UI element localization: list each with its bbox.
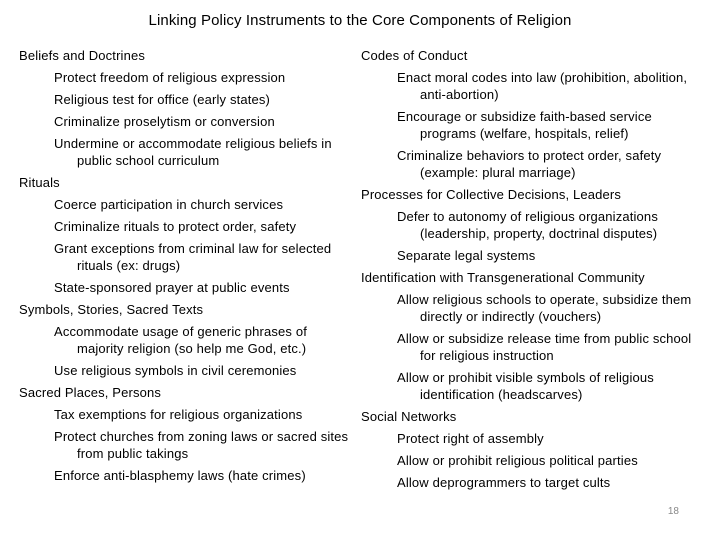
list-item: Criminalize behaviors to protect order, safety (example: plural marriage) <box>397 148 662 180</box>
section-codes-of-conduct <box>361 47 706 181</box>
list-item: Protect freedom of religious expression <box>54 70 286 85</box>
list-item: Allow religious schools to operate, subsidize them directly or indirectly (vouchers) <box>397 292 692 324</box>
list-item: Enforce anti-blasphemy laws (hate crimes) <box>54 468 306 483</box>
section-rituals <box>19 174 349 296</box>
list-item: Protect churches from zoning laws or sacred sites from public takings <box>54 429 349 461</box>
list-item: Criminalize proselytism or conversion <box>54 114 275 129</box>
section-heading: Identification with Transgenerational Community <box>361 270 645 285</box>
list-item: Allow or prohibit religious political parties <box>397 453 638 468</box>
list-item: Defer to autonomy of religious organizations (leadership, property, doctrinal disputes) <box>397 209 658 241</box>
section-collective-decisions <box>361 186 706 264</box>
section-heading: Processes for Collective Decisions, Leaders <box>361 187 622 202</box>
section-heading: Sacred Places, Persons <box>19 385 162 400</box>
list-item: Undermine or accommodate religious beliefs in public school curriculum <box>54 136 332 168</box>
slide-title: Linking Policy Instruments to the Core Components of Religion <box>148 12 572 29</box>
slide-number: 18 <box>667 506 679 517</box>
list-item: Criminalize rituals to protect order, safety <box>54 219 297 234</box>
right-column <box>361 47 706 496</box>
section-identification <box>361 269 706 403</box>
section-social-networks <box>361 408 706 491</box>
list-item: Separate legal systems <box>397 248 536 263</box>
list-item: Accommodate usage of generic phrases of majority religion (so help me God, etc.) <box>54 324 307 356</box>
list-item: State-sponsored prayer at public events <box>54 280 290 295</box>
list-item: Coerce participation in church services <box>54 197 284 212</box>
list-item: Allow or subsidize release time from public school for religious instruction <box>397 331 692 363</box>
section-sacred-places <box>19 384 349 484</box>
list-item: Grant exceptions from criminal law for selected rituals (ex: drugs) <box>54 241 332 273</box>
list-item: Tax exemptions for religious organizations <box>54 407 303 422</box>
left-column <box>19 47 349 489</box>
list-item: Religious test for office (early states) <box>54 92 271 107</box>
list-item: Use religious symbols in civil ceremonies <box>54 363 297 378</box>
list-item: Allow deprogrammers to target cults <box>397 475 611 490</box>
section-heading: Symbols, Stories, Sacred Texts <box>19 302 204 317</box>
section-heading: Beliefs and Doctrines <box>19 48 145 63</box>
section-heading: Social Networks <box>361 409 457 424</box>
list-item: Allow or prohibit visible symbols of religious identification (headscarves) <box>397 370 654 402</box>
section-symbols <box>19 301 349 379</box>
section-beliefs <box>19 47 349 169</box>
list-item: Encourage or subsidize faith-based service programs (welfare, hospitals, relief) <box>397 109 652 141</box>
list-item: Protect right of assembly <box>397 431 544 446</box>
list-item: Enact moral codes into law (prohibition, abolition, anti-abortion) <box>397 70 688 102</box>
section-heading: Rituals <box>19 175 60 190</box>
section-heading: Codes of Conduct <box>361 48 468 63</box>
